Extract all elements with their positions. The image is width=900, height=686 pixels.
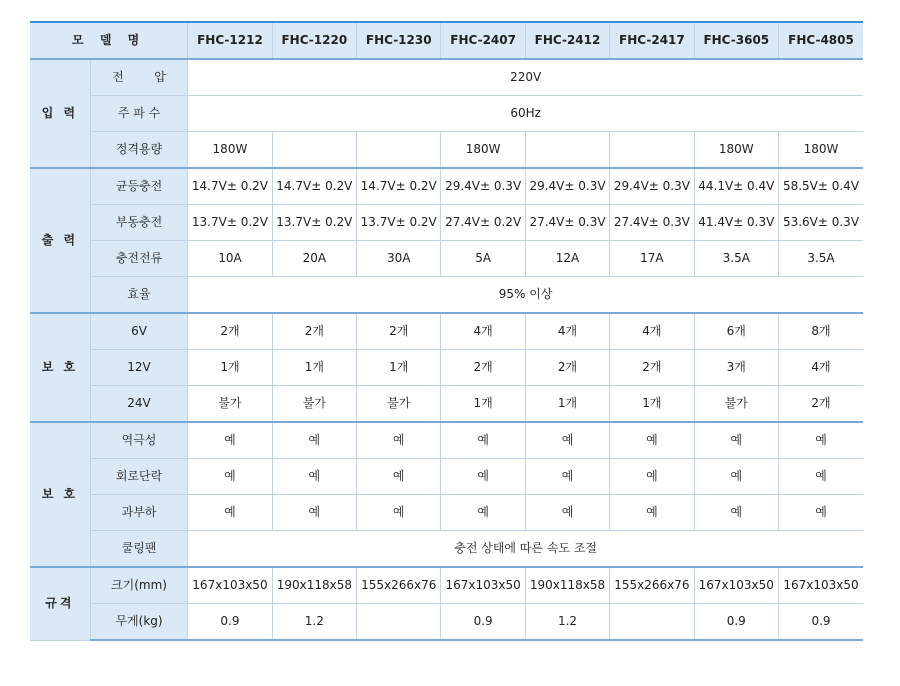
table-cell: 14.7V± 0.2V (357, 168, 441, 205)
table-cell (525, 132, 609, 169)
row-label: 무게(kg) (90, 604, 187, 641)
table-cell: 0.9 (694, 604, 778, 641)
table-cell: 13.7V± 0.2V (188, 205, 272, 241)
table-cell: 10A (188, 241, 272, 277)
model-name: FHC-2417 (610, 22, 694, 59)
header-row (30, 22, 863, 59)
table-cell: 예 (357, 422, 441, 459)
table-cell: 예 (188, 422, 272, 459)
table-cell: 2개 (610, 350, 694, 386)
table-cell: 3.5A (778, 241, 863, 277)
table-cell: 4개 (778, 350, 863, 386)
table-cell: 14.7V± 0.2V (272, 168, 356, 205)
group-input: 입 력 (30, 59, 90, 168)
spec-table (30, 21, 863, 641)
table-cell: 6개 (694, 313, 778, 350)
table-cell: 예 (525, 495, 609, 531)
table-cell: 29.4V± 0.3V (610, 168, 694, 205)
row-6v (30, 313, 863, 350)
table-cell: 예 (525, 422, 609, 459)
table-cell: 41.4V± 0.3V (694, 205, 778, 241)
table-cell (272, 132, 356, 169)
table-cell: 불가 (357, 386, 441, 423)
table-cell: 13.7V± 0.2V (272, 205, 356, 241)
table-cell: 예 (188, 495, 272, 531)
table-cell: 29.4V± 0.3V (441, 168, 525, 205)
table-cell: 190x118x58 (525, 567, 609, 604)
table-cell: 불가 (694, 386, 778, 423)
table-cell: 예 (778, 495, 863, 531)
row-label: 쿨링팬 (90, 531, 187, 568)
cooling-fan-value: 충전 상태에 따른 속도 조절 (188, 531, 863, 568)
table-cell: 1.2 (272, 604, 356, 641)
table-cell: 17A (610, 241, 694, 277)
table-cell: 2개 (272, 313, 356, 350)
row-reverse-polarity (30, 422, 863, 459)
row-equalize-charge (30, 168, 863, 205)
table-cell: 1개 (441, 386, 525, 423)
table-cell: 155x266x76 (610, 567, 694, 604)
model-name: FHC-2407 (441, 22, 525, 59)
voltage-value: 220V (188, 59, 863, 96)
table-cell (357, 132, 441, 169)
table-cell: 29.4V± 0.3V (525, 168, 609, 205)
table-cell: 1개 (525, 386, 609, 423)
table-cell: 190x118x58 (272, 567, 356, 604)
table-cell: 155x266x76 (357, 567, 441, 604)
table-cell: 예 (272, 495, 356, 531)
table-cell: 167x103x50 (694, 567, 778, 604)
model-name: FHC-1212 (188, 22, 272, 59)
table-cell: 예 (610, 495, 694, 531)
table-cell: 3개 (694, 350, 778, 386)
table-cell: 27.4V± 0.2V (441, 205, 525, 241)
table-cell: 1개 (188, 350, 272, 386)
table-cell: 12A (525, 241, 609, 277)
table-cell: 예 (694, 422, 778, 459)
table-cell: 예 (441, 422, 525, 459)
group-protection-functions: 보 호 (30, 422, 90, 567)
table-cell: 180W (694, 132, 778, 169)
row-label: 역극성 (90, 422, 187, 459)
table-cell: 1개 (272, 350, 356, 386)
row-frequency (30, 96, 863, 132)
table-cell: 1.2 (525, 604, 609, 641)
table-cell: 4개 (610, 313, 694, 350)
table-cell: 3.5A (694, 241, 778, 277)
table-cell: 30A (357, 241, 441, 277)
row-label: 12V (90, 350, 187, 386)
table-cell: 13.7V± 0.2V (357, 205, 441, 241)
row-24v (30, 386, 863, 423)
table-cell: 27.4V± 0.3V (610, 205, 694, 241)
table-cell: 예 (441, 459, 525, 495)
row-label: 효율 (90, 277, 187, 314)
table-cell: 4개 (525, 313, 609, 350)
model-name: FHC-1220 (272, 22, 356, 59)
table-cell: 2개 (525, 350, 609, 386)
table-cell: 불가 (188, 386, 272, 423)
table-cell: 예 (694, 459, 778, 495)
table-cell: 예 (357, 459, 441, 495)
row-12v (30, 350, 863, 386)
model-header: 모 델 명 (30, 22, 188, 59)
table-cell (610, 132, 694, 169)
frequency-value: 60Hz (188, 96, 863, 132)
row-label: 과부하 (90, 495, 187, 531)
table-cell: 불가 (272, 386, 356, 423)
model-name: FHC-3605 (694, 22, 778, 59)
row-label: 크기(mm) (90, 567, 187, 604)
row-label: 회로단락 (90, 459, 187, 495)
table-cell: 예 (441, 495, 525, 531)
table-cell: 167x103x50 (778, 567, 863, 604)
row-label: 충전전류 (90, 241, 187, 277)
efficiency-value: 95% 이상 (188, 277, 863, 314)
table-cell: 예 (525, 459, 609, 495)
row-voltage (30, 59, 863, 96)
table-cell: 2개 (441, 350, 525, 386)
table-cell: 180W (441, 132, 525, 169)
table-cell: 180W (778, 132, 863, 169)
row-efficiency (30, 277, 863, 314)
table-cell: 1개 (357, 350, 441, 386)
row-label: 정격용량 (90, 132, 187, 169)
table-cell: 예 (357, 495, 441, 531)
row-rated-capacity (30, 132, 863, 169)
table-cell: 4개 (441, 313, 525, 350)
table-cell: 20A (272, 241, 356, 277)
row-label: 전 압 (90, 59, 187, 96)
table-cell: 14.7V± 0.2V (188, 168, 272, 205)
group-protection-batteries: 보 호 (30, 313, 90, 422)
table-cell: 53.6V± 0.3V (778, 205, 863, 241)
table-cell: 1개 (610, 386, 694, 423)
model-name: FHC-2412 (525, 22, 609, 59)
table-cell: 2개 (188, 313, 272, 350)
table-cell: 180W (188, 132, 272, 169)
table-cell: 5A (441, 241, 525, 277)
table-cell: 예 (272, 422, 356, 459)
row-overload (30, 495, 863, 531)
table-cell: 8개 (778, 313, 863, 350)
row-label: 주 파 수 (90, 96, 187, 132)
table-cell: 0.9 (441, 604, 525, 641)
table-cell (610, 604, 694, 641)
row-circuit-break (30, 459, 863, 495)
row-cooling-fan (30, 531, 863, 568)
row-size (30, 567, 863, 604)
row-label: 균등충전 (90, 168, 187, 205)
table-cell: 예 (610, 459, 694, 495)
table-cell: 2개 (778, 386, 863, 423)
table-cell: 예 (778, 459, 863, 495)
row-label: 24V (90, 386, 187, 423)
table-cell: 예 (272, 459, 356, 495)
row-charge-current (30, 241, 863, 277)
group-spec: 규격 (30, 567, 90, 640)
table-cell: 27.4V± 0.3V (525, 205, 609, 241)
row-label: 6V (90, 313, 187, 350)
table-cell: 2개 (357, 313, 441, 350)
table-cell: 예 (694, 495, 778, 531)
group-output: 출 력 (30, 168, 90, 313)
table-cell: 예 (778, 422, 863, 459)
table-cell: 예 (610, 422, 694, 459)
table-cell: 0.9 (188, 604, 272, 641)
table-cell: 예 (188, 459, 272, 495)
model-name: FHC-4805 (778, 22, 863, 59)
model-name: FHC-1230 (357, 22, 441, 59)
table-cell: 167x103x50 (441, 567, 525, 604)
row-label: 부동충전 (90, 205, 187, 241)
row-weight (30, 604, 863, 641)
table-cell: 167x103x50 (188, 567, 272, 604)
table-cell: 44.1V± 0.4V (694, 168, 778, 205)
table-cell: 0.9 (778, 604, 863, 641)
table-cell (357, 604, 441, 641)
table-cell: 58.5V± 0.4V (778, 168, 863, 205)
row-float-charge (30, 205, 863, 241)
